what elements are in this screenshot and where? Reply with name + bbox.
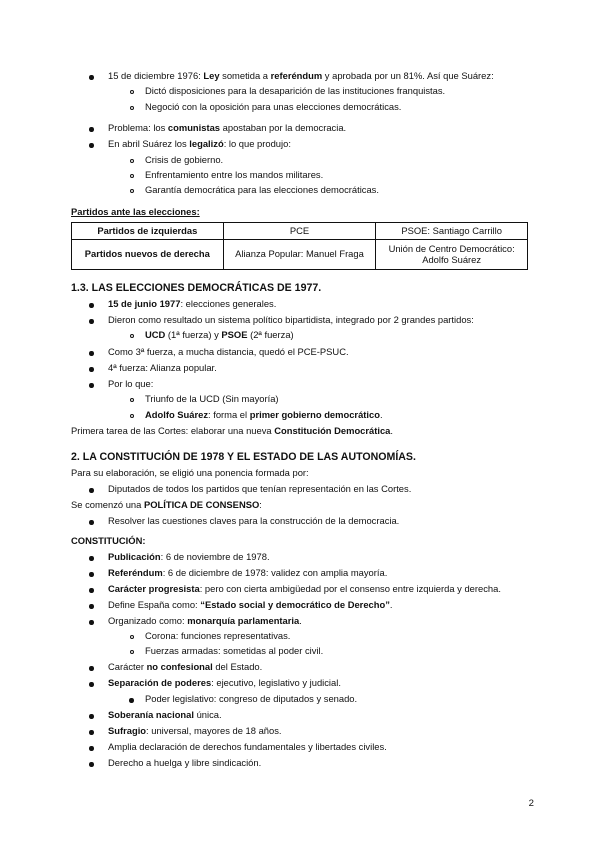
bullet-publicacion: Publicación: 6 de noviembre de 1978.	[108, 551, 270, 562]
bullet-caracter-progresista: Carácter progresista: pero con cierta ambigüedad por el consenso entre izquierda y derecha.	[108, 583, 501, 594]
bullet-dot	[89, 556, 94, 561]
bullet-dot	[89, 746, 94, 751]
bullet-derechos: Amplia declaración de derechos fundamentales y libertades civiles.	[108, 741, 387, 752]
bullet-sufragio: Sufragio: universal, mayores de 18 años.	[108, 725, 282, 736]
bullet-diputados: Diputados de todos los partidos que tenían representación en las Cortes.	[108, 483, 412, 494]
intro-line: Para su elaboración, se eligió una ponencia formada por:	[71, 467, 309, 478]
bullet-soberania: Soberanía nacional única.	[108, 709, 222, 720]
bullet-dot	[89, 588, 94, 593]
sub-item: Crisis de gobierno.	[145, 154, 224, 165]
bullet-dot	[89, 730, 94, 735]
bullet-dot	[89, 488, 94, 493]
sub-item: Negoció con la oposición para unas elecciones democráticas.	[145, 101, 402, 112]
sub-item: Adolfo Suárez: forma el primer gobierno democrático.	[145, 409, 383, 420]
sub-item: Corona: funciones representativas.	[145, 630, 291, 641]
sub-bullet	[130, 90, 134, 94]
sub-bullet	[130, 159, 134, 163]
bullet-dot	[89, 367, 94, 372]
sub-bullet	[130, 635, 134, 639]
consenso-line: Se comenzó una POLÍTICA DE CONSENSO:	[71, 499, 262, 510]
table-cell: PSOE: Santiago Carrillo	[376, 223, 528, 240]
bullet-resolver: Resolver las cuestiones claves para la construcción de la democracia.	[108, 515, 400, 526]
bullet-separacion: Separación de poderes: ejecutivo, legislativo y judicial.	[108, 677, 341, 688]
bullet-dot	[89, 127, 94, 132]
table-row	[72, 239, 528, 269]
table-cell: Partidos de izquierdas	[72, 223, 224, 240]
sub-item: Poder legislativo: congreso de diputados y senado.	[145, 693, 358, 704]
sub-item: Enfrentamiento entre los mandos militares.	[145, 169, 324, 180]
bullet-por-lo-que: Por lo que:	[108, 378, 154, 389]
sub-item: Fuerzas armadas: sometidas al poder civil.	[145, 645, 324, 656]
table-cell: Unión de Centro Democrático: Adolfo Suárez	[376, 239, 528, 269]
sub-bullet	[130, 398, 134, 402]
table-cell: PCE	[223, 223, 376, 240]
table-cell: Partidos nuevos de derecha	[72, 239, 224, 269]
bullet-dot	[89, 319, 94, 324]
constitucion-label: CONSTITUCIÓN:	[71, 535, 146, 546]
sub-bullet	[130, 106, 134, 110]
bullet-comunistas: Problema: los comunistas apostaban por la democracia.	[108, 122, 347, 133]
bullet-dot	[89, 714, 94, 719]
sub-item: Dictó disposiciones para la desaparición de las instituciones franquistas.	[145, 85, 446, 96]
bullet-referendum-1976: 15 de diciembre 1976: Ley sometida a referéndum y aprobada por un 81%. Así que Suárez:	[108, 70, 494, 81]
bullet-3-fuerza: Como 3ª fuerza, a mucha distancia, quedó el PCE-PSUC.	[108, 346, 349, 357]
bullet-dot	[89, 666, 94, 671]
sub-bullet	[130, 174, 134, 178]
bullet-legalizo: En abril Suárez los legalizó: lo que produjo:	[108, 138, 291, 149]
bullet-bipartidista: Dieron como resultado un sistema político bipartidista, integrado por 2 grandes partidos:	[108, 314, 474, 325]
bullet-organizado: Organizado como: monarquía parlamentaria.	[108, 615, 302, 626]
sub-bullet	[130, 189, 134, 193]
bullet-huelga: Derecho a huelga y libre sindicación.	[108, 757, 262, 768]
sub-bullet	[130, 650, 134, 654]
bullet-dot	[89, 303, 94, 308]
sub-item: Garantía democrática para las elecciones democráticas.	[145, 184, 379, 195]
sub-item: Triunfo de la UCD (Sin mayoría)	[145, 393, 279, 404]
table-cell: Alianza Popular: Manuel Fraga	[223, 239, 376, 269]
sub-bullet	[130, 414, 134, 418]
bullet-dot	[89, 351, 94, 356]
bullet-dot	[89, 143, 94, 148]
bullet-dot	[89, 762, 94, 767]
sub-bullet	[130, 334, 134, 338]
parties-title: Partidos ante las elecciones:	[71, 206, 200, 217]
bullet-dot	[89, 383, 94, 388]
bullet-dot	[89, 75, 94, 80]
bullet-dot	[129, 698, 134, 703]
bullet-define-espana: Define España como: “Estado social y democrático de Derecho”.	[108, 599, 393, 610]
section-heading-1-3: 1.3. LAS ELECCIONES DEMOCRÁTICAS DE 1977.	[71, 282, 322, 294]
bullet-dot	[89, 572, 94, 577]
section-heading-2: 2. LA CONSTITUCIÓN DE 1978 Y EL ESTADO DE LAS AUTONOMÍAS.	[71, 451, 416, 463]
table-row	[72, 223, 528, 240]
bullet-dot	[89, 620, 94, 625]
bullet-dot	[89, 682, 94, 687]
bullet-15-junio: 15 de junio 1977: elecciones generales.	[108, 298, 277, 309]
bullet-4-fuerza: 4ª fuerza: Alianza popular.	[108, 362, 217, 373]
page-number: 2	[528, 798, 534, 809]
parties-table	[71, 222, 528, 270]
closing-line: Primera tarea de las Cortes: elaborar una nueva Constitución Democrática.	[71, 425, 394, 436]
bullet-referendum: Referéndum: 6 de diciembre de 1978: validez con amplia mayoría.	[108, 567, 388, 578]
bullet-no-confesional: Carácter no confesional del Estado.	[108, 661, 263, 672]
sub-item: UCD (1ª fuerza) y PSOE (2ª fuerza)	[145, 329, 294, 340]
bullet-dot	[89, 520, 94, 525]
bullet-dot	[89, 604, 94, 609]
